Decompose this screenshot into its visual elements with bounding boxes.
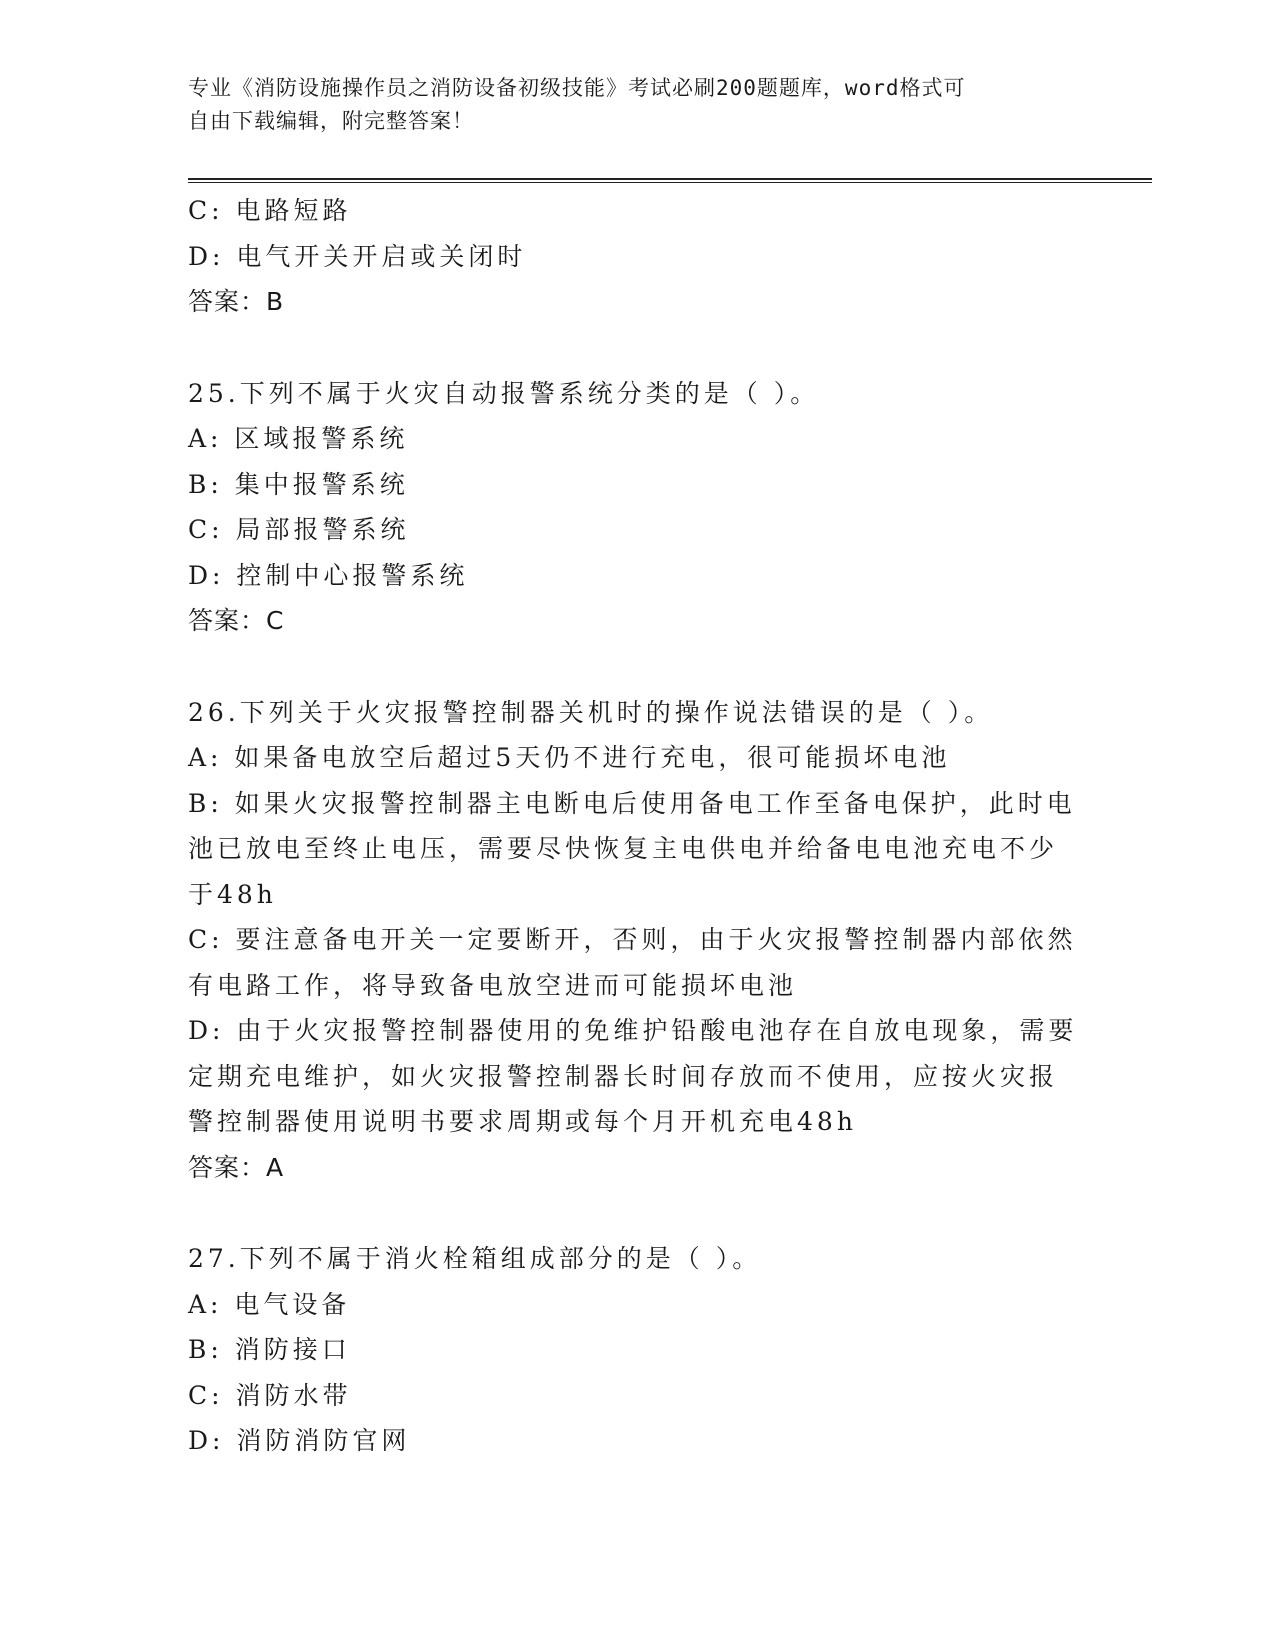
question-27-block xyxy=(188,1236,1088,1464)
q24-option-c: C: 电路短路 xyxy=(188,196,352,225)
question-24-block xyxy=(188,188,1088,325)
q26-question: 26.下列关于火灾报警控制器关机时的操作说法错误的是（ ）。 xyxy=(188,697,994,727)
q25-option-b: B: 集中报警系统 xyxy=(188,469,409,499)
q24-option-d: D: 电气开关开启或关闭时 xyxy=(188,241,527,271)
q25-option-a: A: 区域报警系统 xyxy=(188,424,409,453)
q27-option-d: D: 消防消防官网 xyxy=(188,1426,411,1455)
q26-option-d-line-2: 定期充电维护，如火灾报警控制器长时间存放而不使用，应按火灾报 xyxy=(188,1061,1059,1091)
question-content xyxy=(188,188,1088,1464)
spacer xyxy=(188,644,1088,690)
q26-option-c-line-1: C: 要注意备电开关一定要断开，否则，由于火灾报警控制器内部依然 xyxy=(188,925,1077,954)
spacer xyxy=(188,1190,1088,1236)
q26-option-c-line-2: 有电路工作，将导致备电放空进而可能损坏电池 xyxy=(188,970,798,1000)
q27-option-c: C: 消防水带 xyxy=(188,1380,352,1410)
q26-answer: 答案：A xyxy=(188,1152,285,1182)
q27-question: 27.下列不属于消火栓箱组成部分的是（ ）。 xyxy=(188,1244,762,1273)
q24-answer: 答案：B xyxy=(188,287,285,316)
q26-option-b-line-1: B: 如果火灾报警控制器主电断电后使用备电工作至备电保护，此时电 xyxy=(188,788,1076,818)
question-26-block xyxy=(188,690,1088,1191)
q26-option-d-line-1: D: 由于火灾报警控制器使用的免维护铅酸电池存在自放电现象，需要 xyxy=(188,1016,1078,1045)
q27-option-b: B: 消防接口 xyxy=(188,1335,351,1364)
q25-option-d: D: 控制中心报警系统 xyxy=(188,560,469,590)
header-divider xyxy=(188,178,1152,183)
q25-answer: 答案：C xyxy=(188,606,285,635)
header-line-2: 自由下载编辑，附完整答案！ xyxy=(188,109,474,133)
q26-option-a: A: 如果备电放空后超过5天仍不进行充电，很可能损坏电池 xyxy=(188,743,951,772)
header-line-1: 专业《消防设施操作员之消防设备初级技能》考试必刷200题题库，word格式可 xyxy=(188,76,966,100)
q26-option-b-line-3: 于48h xyxy=(188,879,277,909)
spacer xyxy=(188,325,1088,371)
q25-question: 25.下列不属于火灾自动报警系统分类的是（ ）。 xyxy=(188,378,820,408)
q26-option-b-line-2: 池已放电至终止电压，需要尽快恢复主电供电并给备电电池充电不少 xyxy=(188,834,1059,863)
q25-option-c: C: 局部报警系统 xyxy=(188,515,410,544)
question-25-block xyxy=(188,371,1088,644)
q27-option-a: A: 电气设备 xyxy=(188,1289,351,1319)
document-header xyxy=(188,72,1088,138)
q26-option-d-line-3: 警控制器使用说明书要求周期或每个月开机充电48h xyxy=(188,1107,857,1136)
